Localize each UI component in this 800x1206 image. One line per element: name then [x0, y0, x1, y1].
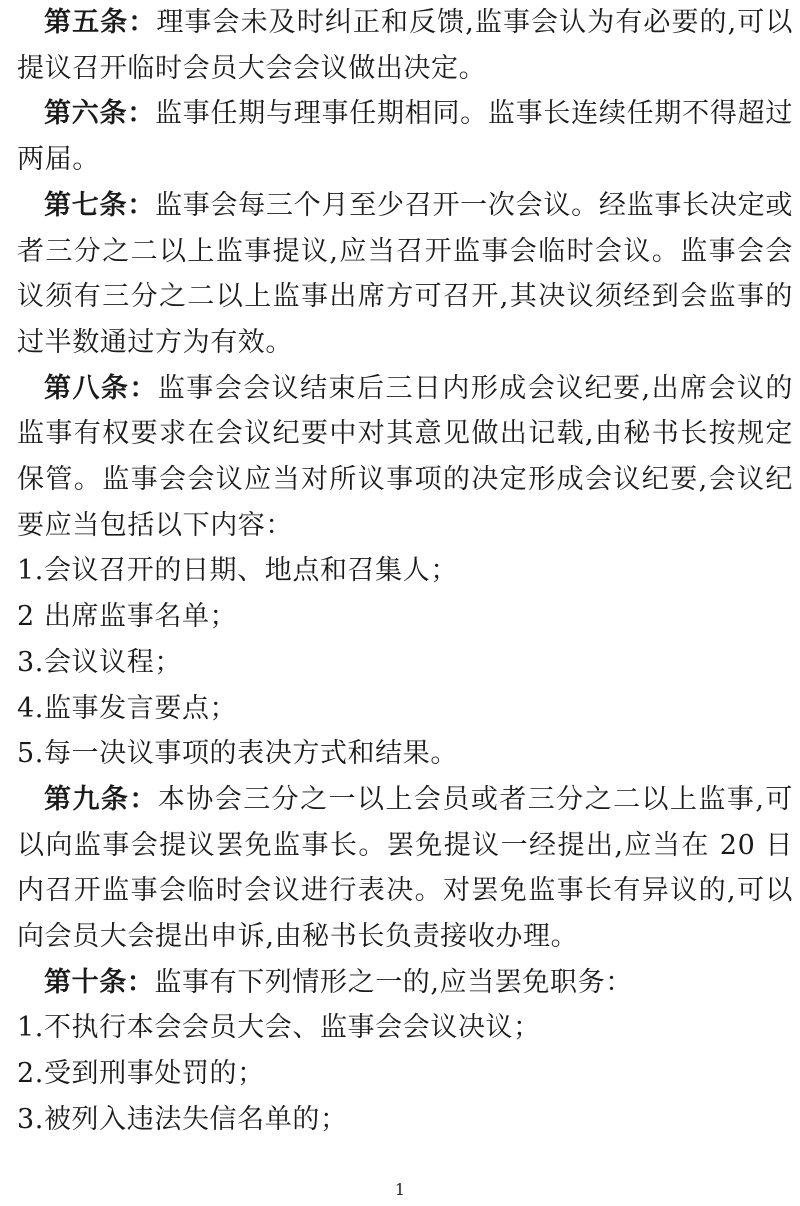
article-label: 第十条：	[44, 966, 155, 998]
page-number: 1	[394, 1180, 406, 1199]
article-label: 第八条：	[44, 372, 158, 404]
list-item: 1.不执行本会会员大会、监事会会议决议；	[17, 1012, 541, 1044]
article-text: 监事会每三个月至少召开一次会议。经监事长决定或者三分之二以上监事提议,应当召开监事会临时会议。监事会会议须有三分之二以上监事出席方可召开,其决议须经到会监事的过半数通过方为有效。	[17, 189, 793, 358]
list-item: 5.每一决议事项的表决方式和结果。	[17, 738, 458, 770]
article-text: 监事任期与理事任期相同。监事长连续任期不得超过两届。	[17, 98, 793, 176]
article-text: 理事会未及时纠正和反馈,监事会认为有必要的,可以提议召开临时会员大会会议做出决定。	[17, 7, 793, 84]
article-text: 本协会三分之一以上会员或者三分之二以上监事,可以向监事会提议罢免监事长。罢免提议一经提出,应当在 20 日内召开监事会临时会议进行表决。对罢免监事长有异议的,可以向会员大会提出申诉,由秘书长负责接收办理。	[17, 783, 793, 953]
article-label: 第七条：	[44, 189, 155, 221]
article-8	[17, 366, 793, 549]
article-10	[17, 960, 793, 1006]
list-item: 2 出席监事名单；	[17, 601, 238, 633]
article-6	[17, 91, 793, 182]
list-item: 1.会议召开的日期、地点和召集人；	[17, 555, 458, 587]
article-text: 监事会会议结束后三日内形成会议纪要,出席会议的监事有权要求在会议纪要中对其意见做出记载,由秘书长按规定保管。监事会会议应当对所议事项的决定形成会议纪要,会议纪要应当包括以下内容：	[17, 372, 793, 541]
article-7	[17, 183, 793, 366]
article-text: 监事有下列情形之一的,应当罢免职务：	[154, 966, 633, 998]
article-9	[17, 777, 793, 960]
article-label: 第六条：	[44, 98, 155, 130]
document-page	[17, 0, 793, 1143]
article-label: 第九条：	[44, 783, 158, 815]
list-item: 4.监事发言要点；	[17, 692, 238, 724]
list-item: 3.被列入违法失信名单的；	[17, 1103, 348, 1135]
article-5	[17, 0, 793, 91]
article-label: 第五条：	[44, 7, 157, 38]
list-item: 2.受到刑事处罚的；	[17, 1058, 265, 1090]
list-item: 3.会议议程；	[17, 646, 182, 678]
